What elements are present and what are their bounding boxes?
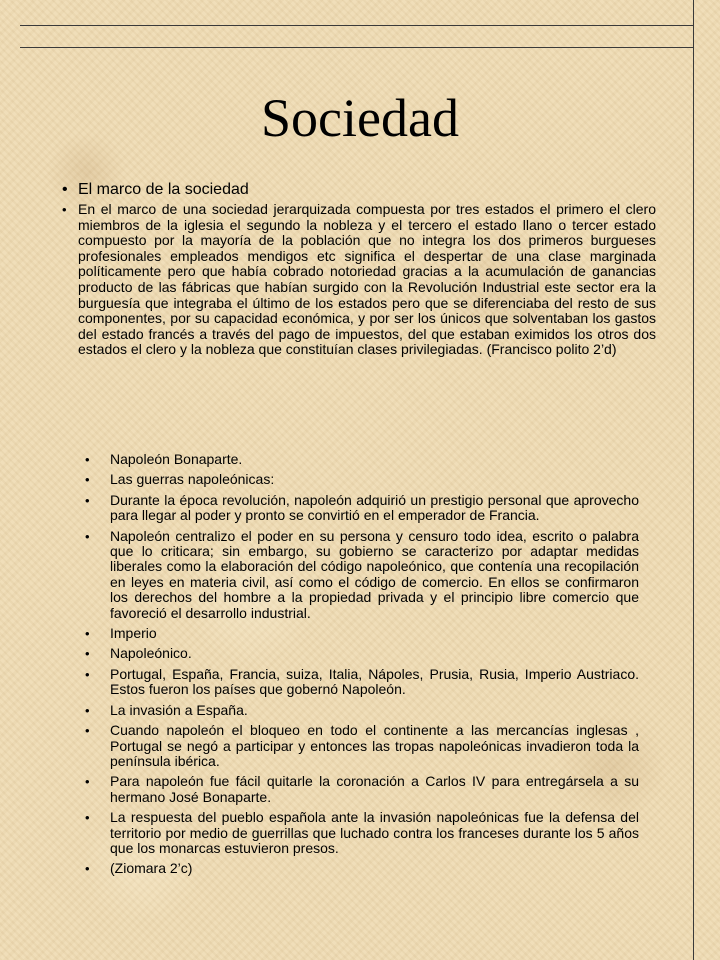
section-heading-item	[62, 180, 656, 200]
list-item	[85, 452, 639, 467]
section-heading: El marco de la sociedad	[78, 181, 249, 198]
bullet-icon: •	[85, 810, 90, 826]
section-paragraph-item	[62, 202, 656, 358]
top-rule	[20, 25, 693, 26]
bullet-icon: •	[62, 181, 68, 198]
list-item-text: Las guerras napoleónicas:	[110, 471, 275, 488]
bullet-icon: •	[85, 626, 90, 642]
list-item-text: Imperio	[110, 625, 157, 642]
list-item-text: Napoleón centralizo el poder en su persona y censuro todo idea, escrito o palabra que lo criticara; sin embargo, su gobierno se caracterizo por adaptar medidas liberales como la elaboración del código napoleónico, que contenía una recopilación en leyes en materia civil, así como el código de comercio. En ellos se confirmaron los derechos del hombre a la propiedad privada y el principio libre comercio que favoreció el desarrollo industrial.	[110, 527, 639, 621]
page-title: Sociedad	[261, 88, 459, 148]
list-item-text: La respuesta del pueblo española ante la invasión napoleónicas fue la defensa del territorio por medio de guerrillas que luchado contra los franceses durante los 5 años que los monarcas estuvieron presos.	[110, 809, 639, 856]
list-item	[85, 774, 639, 805]
bullet-icon: •	[85, 492, 90, 508]
bullet-icon: •	[62, 202, 67, 217]
list-item	[85, 703, 639, 718]
bullet-icon: •	[85, 702, 90, 718]
list-item	[85, 493, 639, 524]
list-item	[85, 667, 639, 698]
section-paragraph: En el marco de una sociedad jerarquizada compuesta por tres estados el primero el clero miembros de la iglesia el segundo la nobleza y el tercero el estado llano o tercer estado compuesto por la mayoría de la población que no integra los dos primeros burgueses profesionales empleados mendigos etc significa el despertar de una clase marginada políticamente pero que había cobrado notoriedad gracias a la acumulación de ganancias producto de las fábricas que habían surgido con la Revolución Industrial este sector era la burguesía que integraba el último de los estados pero que se diferenciaba del resto de sus componentes, por su capacidad económica, y por ser los únicos que solventaban los gastos del estado francés a través del pago de impuestos, del que estaban eximidos los otros dos estados el clero y la nobleza que constituían clases privilegiadas. (Francisco polito 2’d)	[78, 201, 656, 358]
list-item-text: Napoleón Bonaparte.	[110, 451, 243, 467]
list-item-text: Para napoleón fue fácil quitarle la coronación a Carlos IV para entregársela a su hermano José Bonaparte.	[110, 773, 639, 805]
bullet-icon: •	[85, 861, 90, 877]
list-item	[85, 626, 639, 641]
bullet-icon: •	[85, 528, 90, 544]
list-item	[85, 810, 639, 856]
society-section	[62, 180, 656, 358]
napoleon-section	[85, 452, 639, 882]
list-item-text: Durante la época revolución, napoleón adquirió un prestigio personal que aprovecho para llegar al poder y pronto se convirtió en el emperador de Francia.	[110, 491, 639, 524]
list-item	[85, 861, 639, 876]
list-item-text: Portugal, España, Francia, suiza, Italia, Nápoles, Prusia, Rusia, Imperio Austriaco. Estos fueron los países que gobernó Napoleón.	[110, 665, 639, 698]
bullet-icon: •	[85, 723, 90, 739]
bullet-icon: •	[85, 774, 90, 790]
list-item-text: (Ziomara 2’c)	[110, 860, 193, 877]
list-item	[85, 529, 639, 621]
list-item	[85, 723, 639, 769]
bullet-icon: •	[85, 452, 90, 467]
list-item-text: Cuando napoleón el bloqueo en todo el continente a las mercancías inglesas , Portugal se negó a participar y entonces las tropas napoleónicas invadieron toda la península ibérica.	[110, 722, 639, 769]
second-rule	[20, 47, 693, 48]
list-item	[85, 472, 639, 487]
list-item	[85, 646, 639, 661]
list-item-text: Napoleónico.	[110, 645, 192, 662]
bullet-icon: •	[85, 666, 90, 682]
bullet-icon: •	[85, 472, 90, 488]
list-item-text: La invasión a España.	[110, 701, 248, 718]
bullet-icon: •	[85, 646, 90, 662]
